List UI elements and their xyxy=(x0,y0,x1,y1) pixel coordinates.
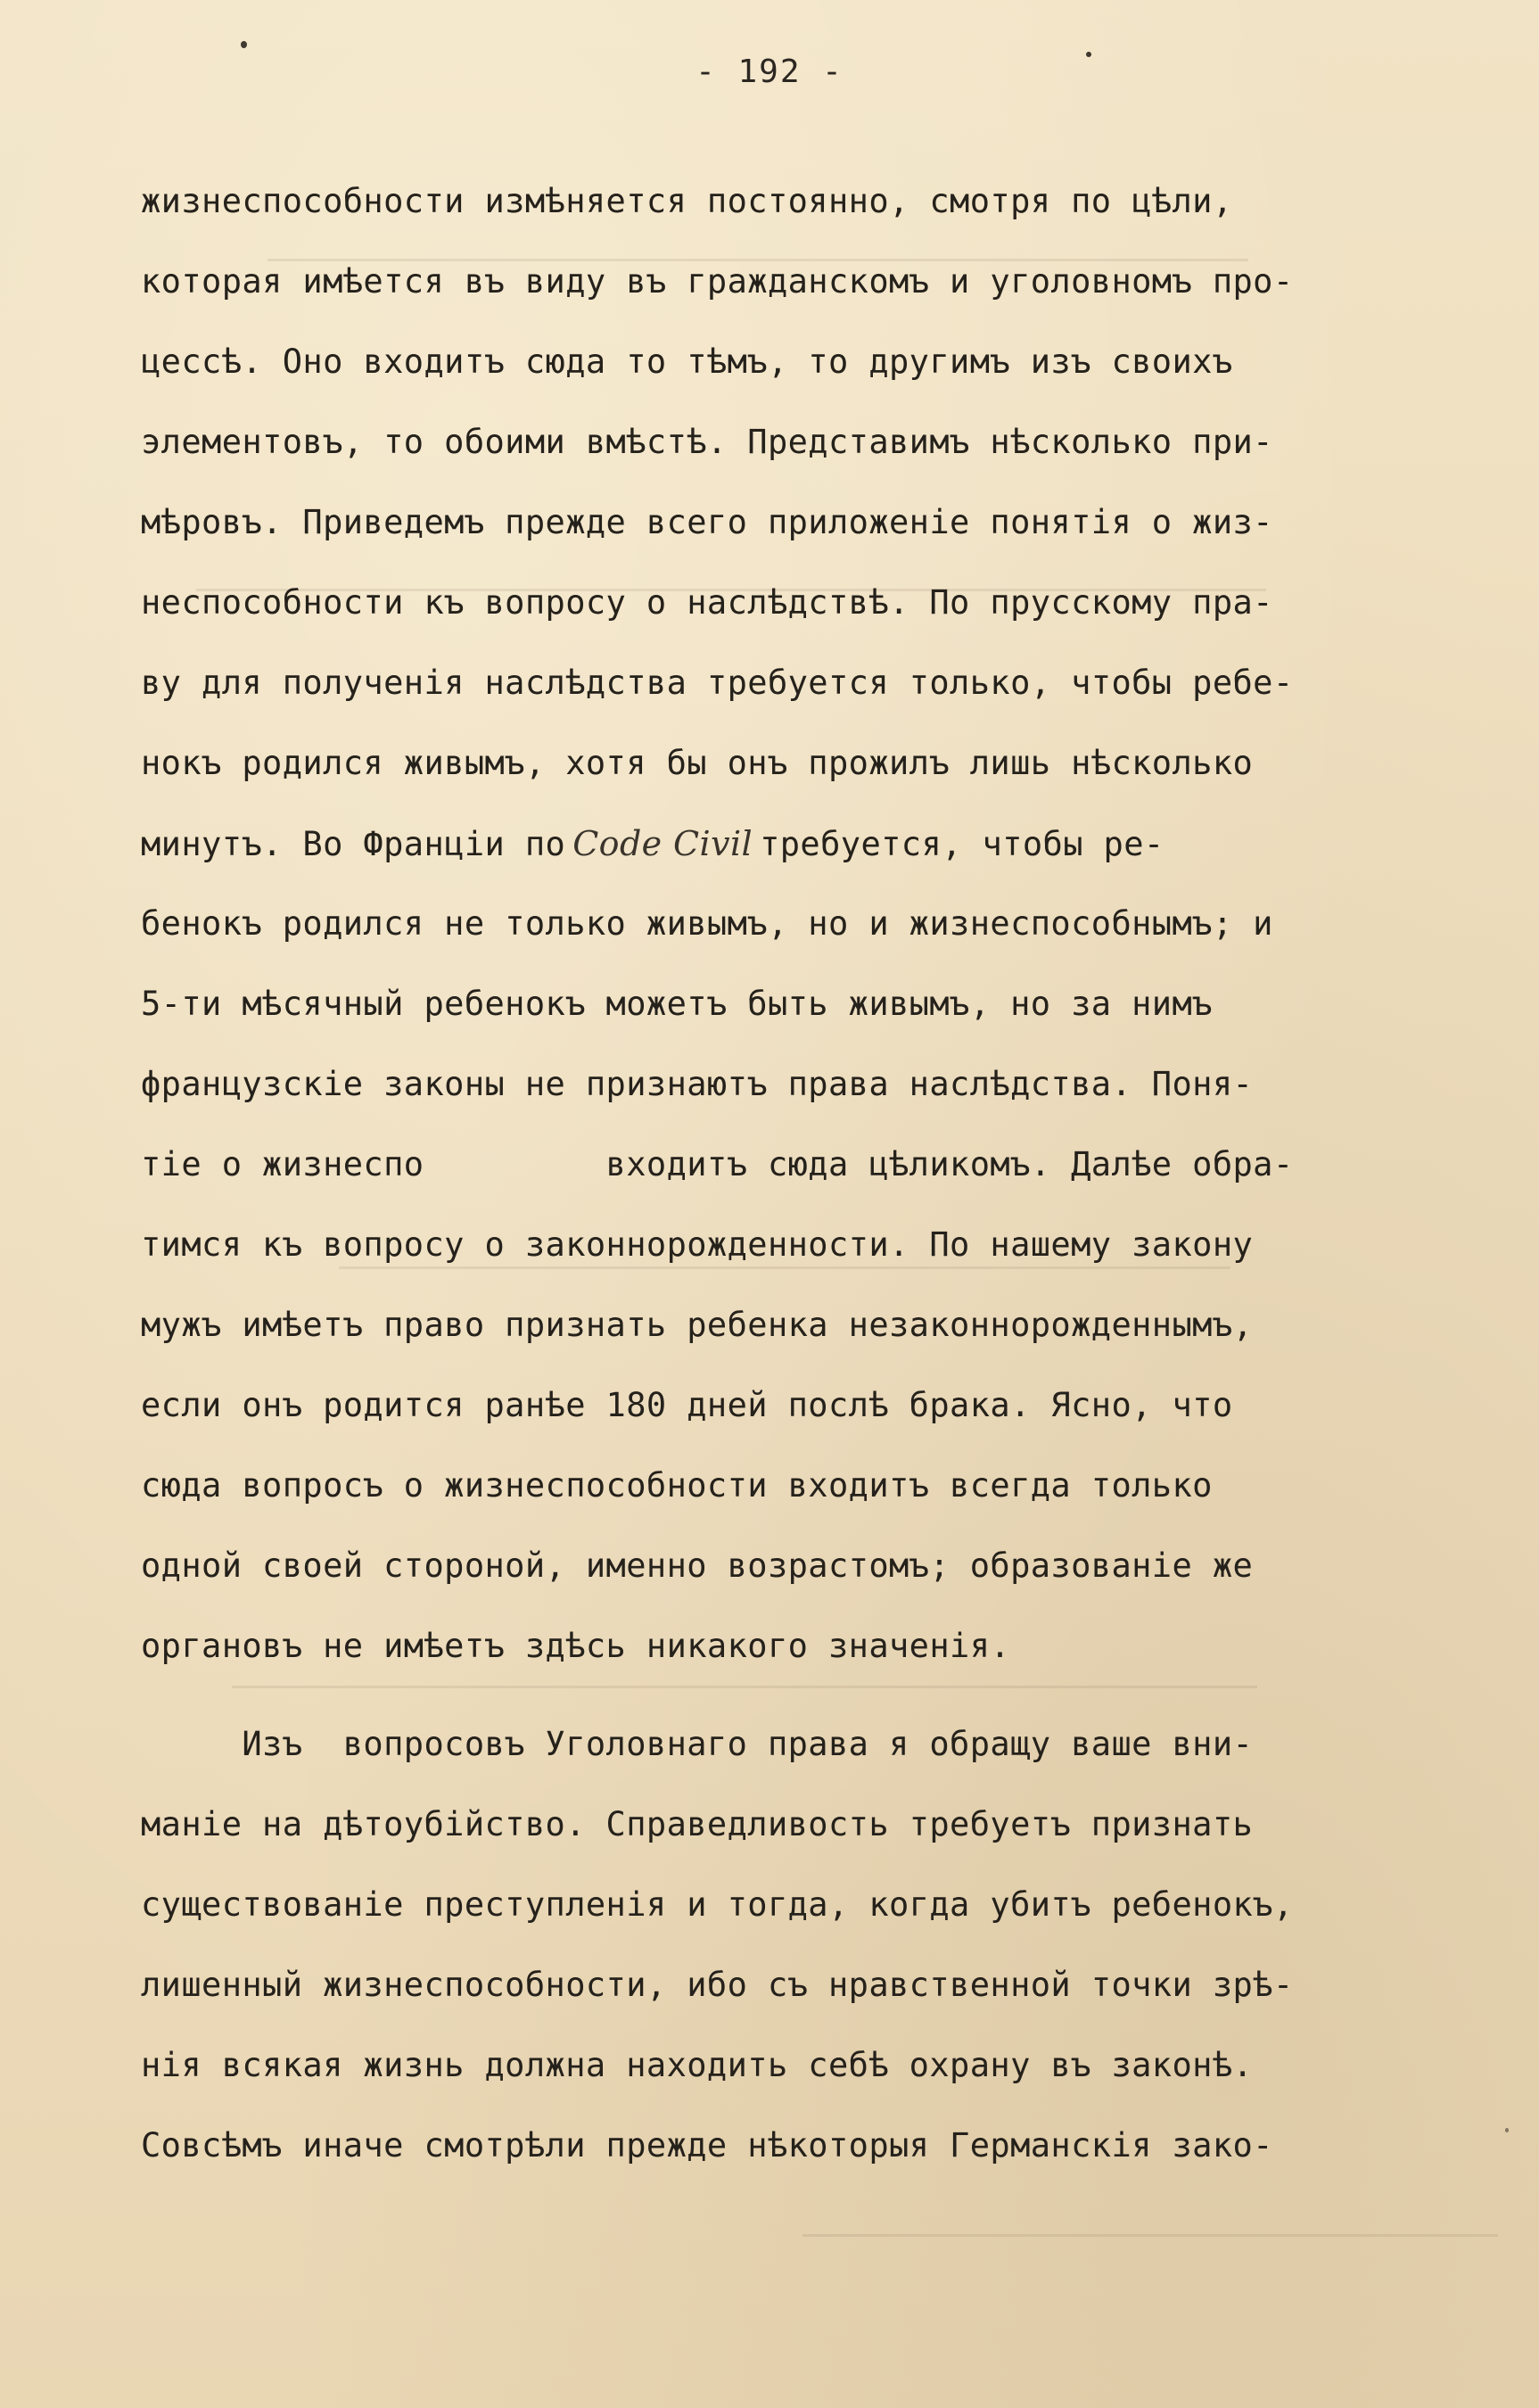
text-line: одной своей стороной, именно возрастомъ; образованіе же xyxy=(141,1546,1254,1585)
text-line: французскіе законы не признаютъ права наслѣдства. Поня- xyxy=(141,1065,1254,1103)
text-body xyxy=(141,171,1514,2196)
text-line: нія всякая жизнь должна находить себѣ охрану въ законѣ. xyxy=(141,2046,1254,2084)
text-line: мужъ имѣетъ право признать ребенка незаконнорожденнымъ, xyxy=(141,1306,1254,1344)
text-line: ву для полученія наслѣдства требуется только, чтобы ребе- xyxy=(141,664,1294,702)
handwritten-insertion: Code Civil xyxy=(572,824,753,863)
page-number: - 192 - xyxy=(695,54,844,90)
text-segment: требуется, чтобы ре- xyxy=(760,825,1165,863)
text-line: жизнеспособности измѣняется постоянно, смотря по цѣли, xyxy=(141,182,1233,220)
text-line: существованіе преступленія и тогда, когда убитъ ребенокъ, xyxy=(141,1885,1294,1924)
text-line: 5-ти мѣсячный ребенокъ можетъ быть живымъ, но за нимъ xyxy=(141,985,1213,1023)
text-line: маніе на дѣтоубійство. Справедливость требуетъ признать xyxy=(141,1805,1254,1843)
text-line: бенокъ родился не только живымъ, но и жизнеспособнымъ; и xyxy=(141,904,1273,943)
text-line: неспособности къ вопросу о наслѣдствѣ. По прусскому пра- xyxy=(141,583,1273,622)
text-line: сюда вопросъ о жизнеспособности входитъ всегда только xyxy=(141,1466,1213,1505)
text-line: мѣровъ. Приведемъ прежде всего приложеніе понятія о жиз- xyxy=(141,503,1273,541)
text-line: тіе о жизнеспо входитъ сюда цѣликомъ. Далѣе обра- xyxy=(141,1145,1294,1183)
text-line-with-handwriting xyxy=(141,813,1514,894)
text-line: которая имѣется въ виду въ гражданскомъ и уголовномъ про- xyxy=(141,262,1294,301)
text-line: лишенный жизнеспособности, ибо съ нравственной точки зрѣ- xyxy=(141,1966,1294,2004)
text-line: цессѣ. Оно входитъ сюда то тѣмъ, то другимъ изъ своихъ xyxy=(141,342,1233,381)
ink-speck xyxy=(241,41,247,48)
text-line: тимся къ вопросу о законнорожденности. По нашему закону xyxy=(141,1225,1254,1264)
text-line: элементовъ, то обоими вмѣстѣ. Представимъ нѣсколько при- xyxy=(141,423,1273,461)
text-line: если онъ родится ранѣе 180 дней послѣ брака. Ясно, что xyxy=(141,1386,1233,1424)
text-line: органовъ не имѣетъ здѣсь никакого значенія. xyxy=(141,1627,1011,1665)
text-line: Изъ вопросовъ Уголовнаго права я обращу ваше вни- xyxy=(141,1725,1254,1763)
paragraph-gap xyxy=(141,1696,1514,1714)
text-line: Совсѣмъ иначе смотрѣли прежде нѣкоторыя Германскія зако- xyxy=(141,2126,1273,2165)
text-line: нокъ родился живымъ, хотя бы онъ прожилъ лишь нѣсколько xyxy=(141,744,1254,782)
text-segment: минутъ. Во Франціи по xyxy=(141,825,566,863)
